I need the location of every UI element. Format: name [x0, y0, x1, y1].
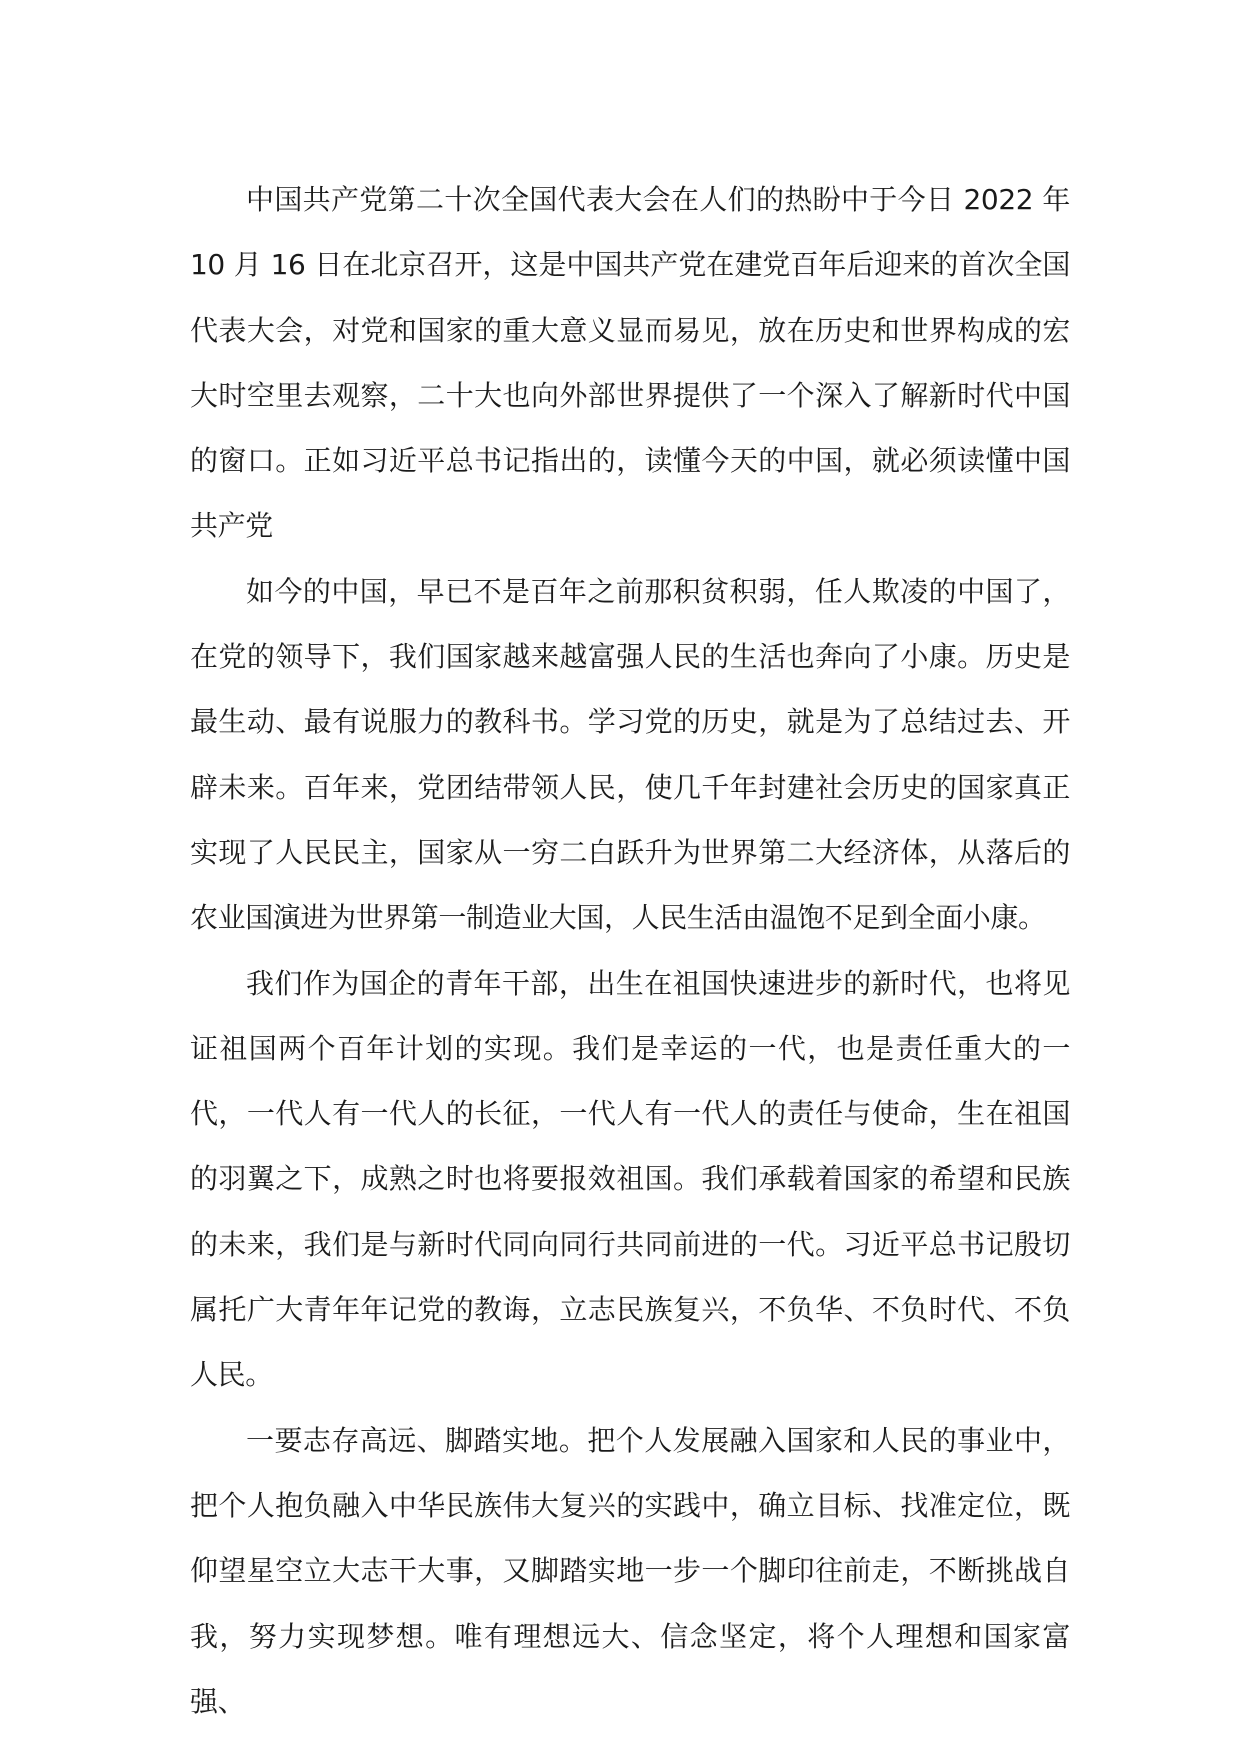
- paragraph-ambition: 一要志存高远、脚踏实地。把个人发展融入国家和人民的事业中，把个人抱负融入中华民族伟大复兴的实践中，确立目标、找准定位，既仰望星空立大志干大事，又脚踏实地一步一个脚印往前走，不断挑战自我，努力实现梦想。唯有理想远大、信念坚定，将个人理想和国家富强、: [190, 1423, 1070, 1718]
- paragraph-history: 如今的中国，早已不是百年之前那积贫积弱，任人欺凌的中国了，在党的领导下，我们国家越来越富强人民的生活也奔向了小康。历史是最生动、最有说服力的教科书。学习党的历史，就是为了总结过去、开辟未来。百年来，党团结带领人民，使几千年封建社会历史的国家真正实现了人民民主，国家从一穷二白跃升为世界第二大经济体，从落后的农业国演进为世界第一制造业大国，人民生活由温饱不足到全面小康。: [190, 574, 1070, 935]
- paragraph-youth-cadres: 我们作为国企的青年干部，出生在祖国快速进步的新时代，也将见证祖国两个百年计划的实现。我们是幸运的一代，也是责任重大的一代，一代人有一代人的长征，一代人有一代人的责任与使命，生在祖国的羽翼之下，成熟之时也将要报效祖国。我们承载着国家的希望和民族的未来，我们是与新时代同向同行共同前进的一代。习近平总书记殷切属托广大青年年记党的教诲，立志民族复兴，不负华、不负时代、不负人民。: [190, 966, 1070, 1392]
- document-body: [190, 167, 1070, 1734]
- paragraph-party-congress: 中国共产党第二十次全国代表大会在人们的热盼中于今日 2022 年 10 月 16 日在北京召开，这是中国共产党在建党百年后迎来的首次全国代表大会，对党和国家的重大意义显而易见，放在历史和世界构成的宏大时空里去观察，二十大也向外部世界提供了一个深入了解新时代中国的窗口。正如习近平总书记指出的，读懂今天的中国，就必须读懂中国共产党: [190, 183, 1070, 543]
